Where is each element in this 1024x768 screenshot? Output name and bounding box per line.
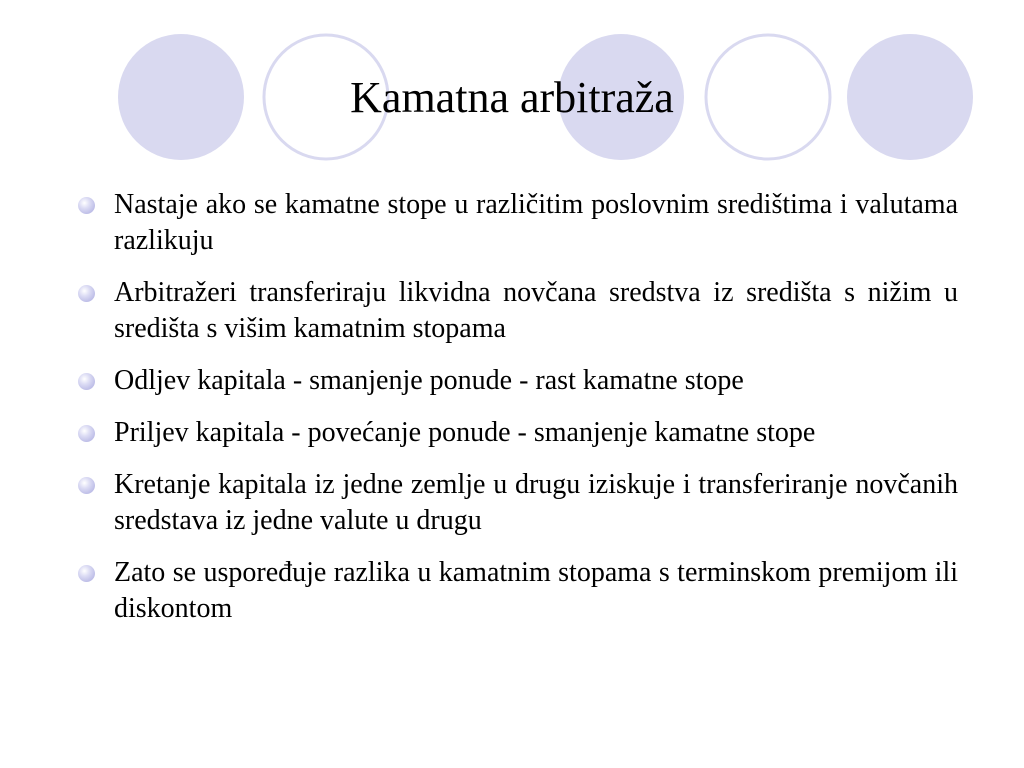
bullet-text: Odljev kapitala - smanjenje ponude - rast kamatne stope: [114, 365, 744, 396]
bullet-text: Zato se uspoređuje razlika u kamatnim stopama s terminskom premijom ili diskontom: [114, 557, 958, 624]
bullet-icon: [78, 565, 95, 582]
bullet-item: [78, 275, 958, 347]
bullet-text: Kretanje kapitala iz jedne zemlje u drugu iziskuje i transferiranje novčanih sredstava iz jedne valute u drugu: [114, 469, 958, 536]
bullet-item: [78, 187, 958, 259]
bullet-text: Nastaje ako se kamatne stope u različitim poslovnim središtima i valutama razlikuju: [114, 189, 958, 256]
bullet-item: [78, 555, 958, 627]
bullet-item: [78, 415, 958, 451]
bullet-icon: [78, 197, 95, 214]
slide-title: Kamatna arbitraža: [350, 73, 674, 122]
bullet-text: Arbitražeri transferiraju likvidna novčana sredstva iz središta s nižim u središta s višim kamatnim stopama: [114, 277, 958, 344]
bullet-list: [78, 187, 958, 643]
bullet-text: Priljev kapitala - povećanje ponude - smanjenje kamatne stope: [114, 417, 816, 448]
bullet-icon: [78, 285, 95, 302]
bullet-item: [78, 363, 958, 399]
bullet-icon: [78, 373, 95, 390]
bullet-item: [78, 467, 958, 539]
bullet-icon: [78, 425, 95, 442]
bullet-icon: [78, 477, 95, 494]
